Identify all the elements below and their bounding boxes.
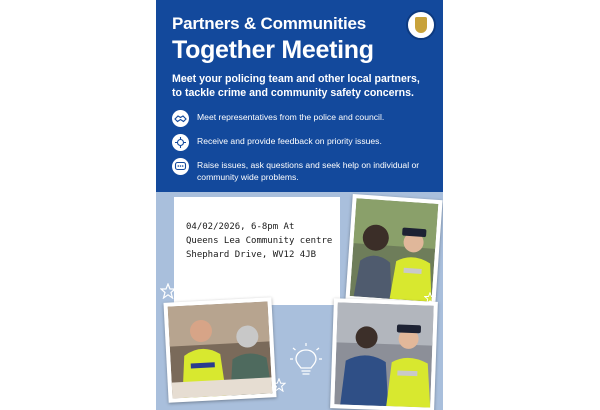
event-venue: Queens Lea Community centre (186, 236, 333, 246)
event-details-card (174, 197, 340, 305)
bullet-text: Receive and provide feedback on priority issues. (197, 136, 382, 146)
star-icon (160, 283, 176, 299)
bullet-text: Raise issues, ask questions and seek help on individual or community wide problems. (197, 160, 420, 182)
feedback-icon (172, 134, 189, 151)
event-address: Shephard Drive, WV12 4JB (186, 250, 317, 260)
poster-title-line2: Together Meeting (172, 36, 374, 64)
event-poster (156, 0, 443, 410)
event-details (186, 220, 336, 262)
header-panel (156, 0, 443, 192)
poster-title-line1: Partners & Communities (172, 14, 366, 33)
speech-bubble-icon (172, 158, 189, 175)
star-icon (272, 378, 286, 392)
star-icon (424, 292, 436, 304)
photo-officer-at-table (163, 297, 276, 403)
bullet-text: Meet representatives from the police and council. (197, 112, 385, 122)
handshake-icon (172, 110, 189, 127)
poster-subheading: Meet your policing team and other local partners, to tackle crime and community safety concerns. (172, 73, 420, 99)
lightbulb-icon (289, 342, 323, 380)
photo-officer-with-public (330, 298, 438, 410)
police-crest-logo (406, 10, 436, 40)
event-datetime: 04/02/2026, 6-8pm At (186, 222, 295, 232)
photo-officer-talking (345, 194, 442, 306)
crest-shield-icon (415, 17, 427, 33)
